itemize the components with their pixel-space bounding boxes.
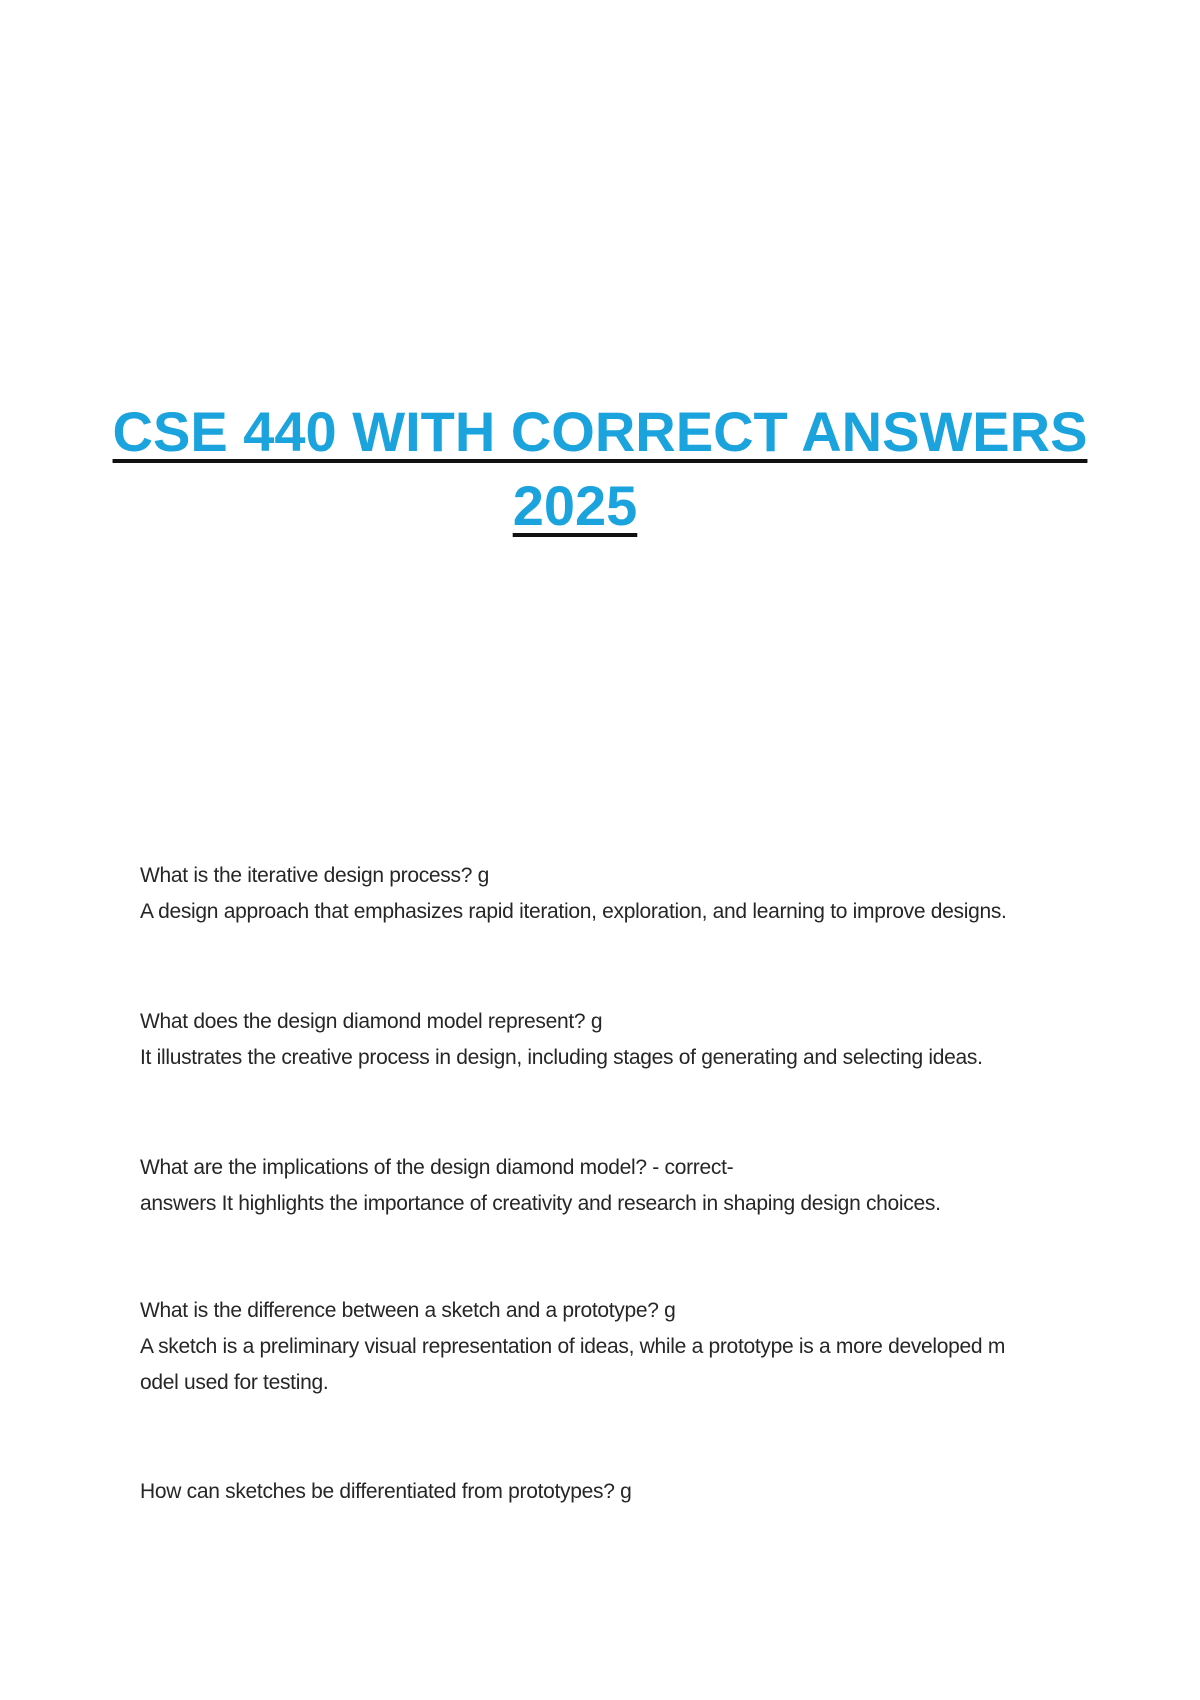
qa-item [140, 1004, 983, 1076]
question-text: How can sketches be differentiated from prototypes? g [140, 1480, 632, 1503]
question-text: What does the design diamond model represent? g [140, 1010, 603, 1033]
question-text: What is the difference between a sketch and a prototype? g [140, 1299, 676, 1322]
qa-item [140, 858, 1007, 930]
answer-text: A design approach that emphasizes rapid iteration, exploration, and learning to improve designs. [140, 900, 1007, 923]
answer-text: odel used for testing. [140, 1371, 329, 1394]
title-line-1: CSE 440 WITH CORRECT ANSWERS [112, 400, 1088, 463]
qa-item [140, 1293, 1005, 1401]
document-title [0, 395, 1200, 543]
question-text: What are the implications of the design diamond model? - correct- [140, 1156, 734, 1179]
title-line-2: 2025 [512, 474, 638, 537]
answer-text: answers It highlights the importance of creativity and research in shaping design choices. [140, 1192, 941, 1215]
answer-text: A sketch is a preliminary visual representation of ideas, while a prototype is a more developed m [140, 1335, 1006, 1358]
qa-item [140, 1150, 941, 1222]
question-text: What is the iterative design process? g [140, 864, 489, 887]
answer-text: It illustrates the creative process in design, including stages of generating and selecting ideas. [140, 1046, 983, 1069]
qa-item [140, 1474, 632, 1510]
